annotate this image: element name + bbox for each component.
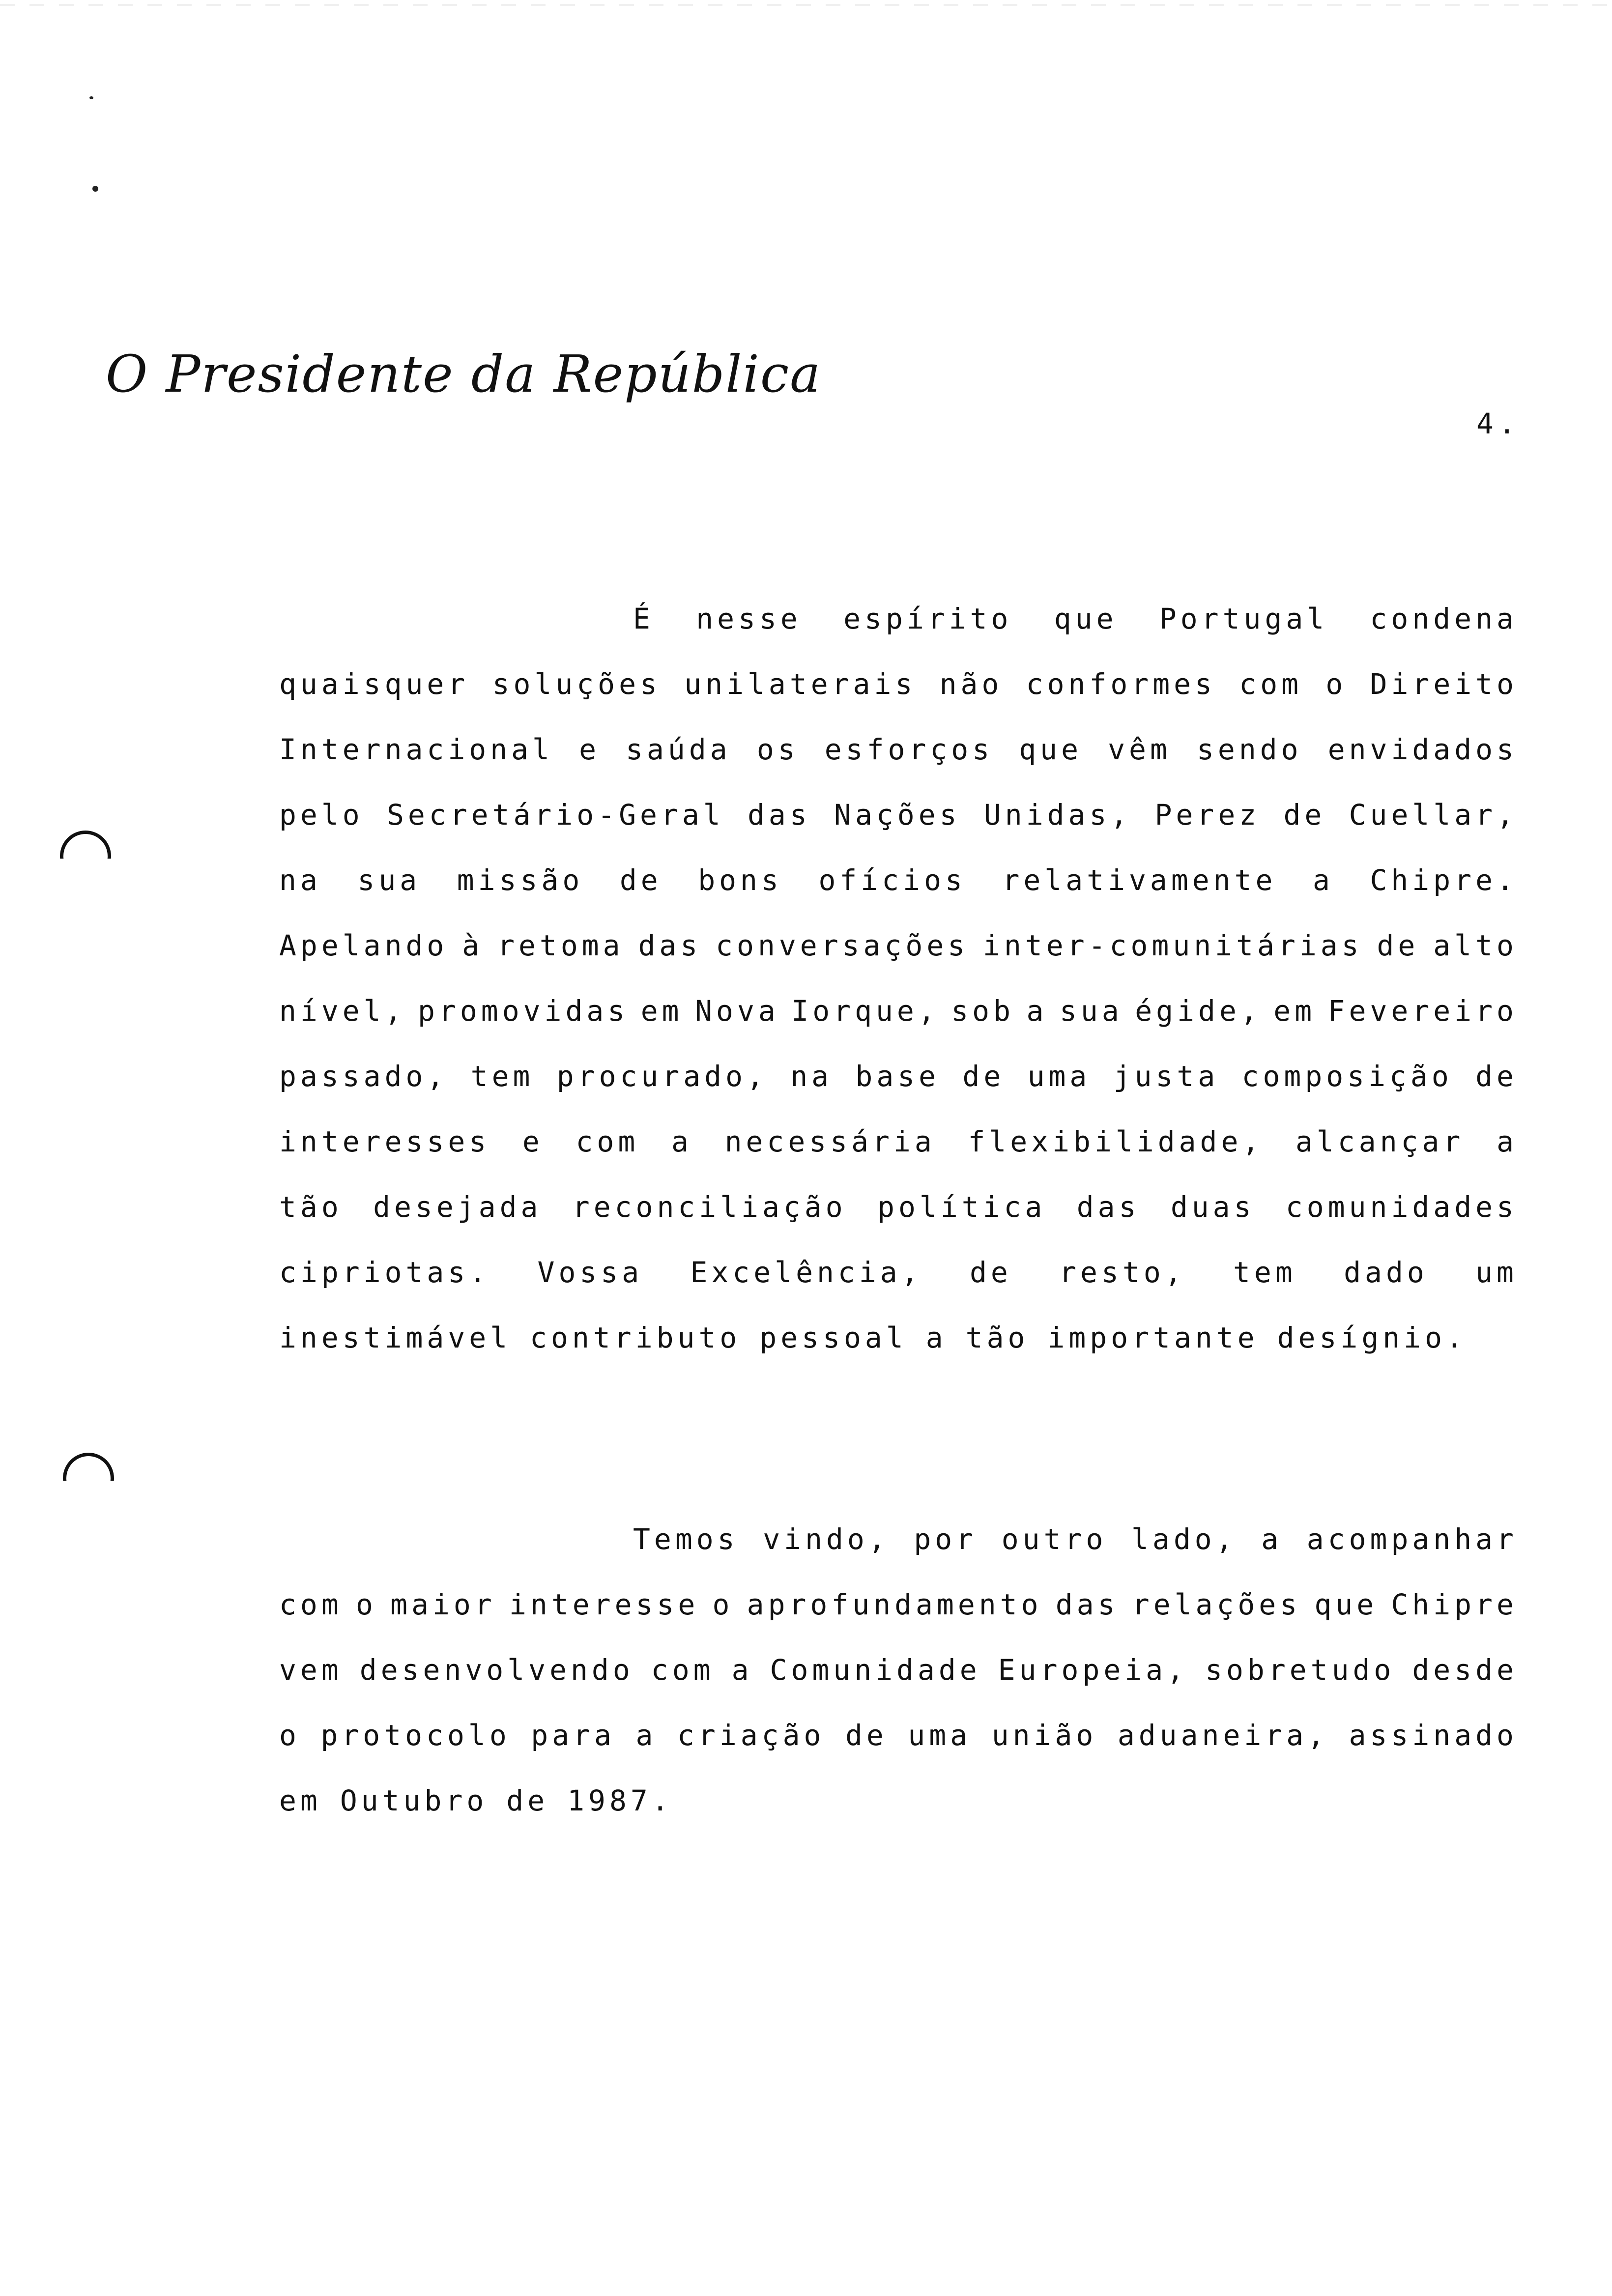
word: passado,: [279, 1060, 448, 1093]
word: uma: [908, 1719, 972, 1752]
word: união: [991, 1719, 1097, 1752]
word: em: [640, 994, 683, 1028]
word: a: [1261, 1522, 1283, 1556]
word: nível,: [279, 994, 406, 1028]
word: com: [576, 1125, 639, 1158]
word: relativamente: [1002, 863, 1277, 897]
word: importante: [1047, 1321, 1259, 1354]
page-number: 4.: [1476, 407, 1521, 440]
word: Fevereiro: [1327, 994, 1518, 1028]
text-line: [279, 1703, 1518, 1768]
word: de: [619, 863, 662, 897]
word: e: [579, 733, 600, 766]
word: Apelando: [279, 929, 448, 962]
word: retoma: [497, 929, 624, 962]
word: por: [914, 1522, 978, 1556]
word: Secretário-Geral: [386, 798, 724, 832]
word: das: [1055, 1588, 1119, 1621]
word: com: [1239, 667, 1303, 701]
word: Perez: [1154, 798, 1261, 832]
word: e: [522, 1125, 544, 1158]
text-line: [279, 652, 1518, 717]
word: sobretudo: [1205, 1653, 1395, 1687]
text-line: [279, 1305, 1518, 1371]
word: duas: [1170, 1190, 1255, 1224]
text-line: [279, 1572, 1518, 1637]
word: vindo,: [763, 1522, 890, 1556]
text-line: [279, 1637, 1518, 1703]
word: na: [790, 1060, 833, 1093]
word: Iorque,: [791, 994, 939, 1028]
word: que: [1314, 1588, 1378, 1621]
paragraph-1: [279, 586, 1518, 1371]
word: para: [531, 1719, 615, 1752]
word: Nova: [695, 994, 779, 1028]
word: outro: [1001, 1522, 1107, 1556]
word: saúda: [626, 733, 731, 766]
word: à: [462, 929, 484, 962]
word: de: [1283, 798, 1326, 832]
word: envidados: [1327, 733, 1518, 766]
letterhead-title: O Presidente da República: [106, 344, 822, 404]
text-line: [279, 1240, 1518, 1305]
word: de: [969, 1256, 1012, 1289]
word: Outubro: [340, 1784, 488, 1817]
word: a: [671, 1125, 692, 1158]
word: os: [756, 733, 799, 766]
word: Nações: [834, 798, 961, 832]
word: Unidas,: [983, 798, 1132, 832]
word: vêm: [1108, 733, 1171, 766]
word: promovidas: [418, 994, 629, 1028]
word: uma: [1027, 1060, 1091, 1093]
word: o: [712, 1588, 734, 1621]
word: sua: [1059, 994, 1123, 1028]
word: alcançar: [1295, 1125, 1465, 1158]
word: vem: [279, 1653, 343, 1687]
word: inter-comunitárias: [983, 929, 1363, 962]
word: tem: [1233, 1256, 1296, 1289]
word: desígnio.: [1277, 1321, 1467, 1354]
word: alto: [1433, 929, 1518, 962]
punch-hole-mark: [63, 1453, 114, 1504]
text-line: [279, 848, 1518, 913]
word: inestimável: [279, 1321, 512, 1354]
word: contributo: [530, 1321, 741, 1354]
word: reconciliação: [572, 1190, 847, 1224]
word: maior: [390, 1588, 496, 1621]
word: aprofundamento: [747, 1588, 1042, 1621]
word: justa: [1113, 1060, 1219, 1093]
word: assinado: [1349, 1719, 1518, 1752]
word: unilaterais: [684, 667, 917, 701]
word: condena: [1370, 602, 1518, 635]
word: de: [962, 1060, 1005, 1093]
word: na: [279, 863, 321, 897]
word: pessoal: [759, 1321, 907, 1354]
word: a: [1312, 863, 1334, 897]
word: Chipre: [1391, 1588, 1518, 1621]
paragraph-2: [279, 1507, 1518, 1834]
text-line: [279, 1175, 1518, 1240]
word: com: [279, 1588, 343, 1621]
word: necessária: [724, 1125, 936, 1158]
word: Direito: [1370, 667, 1518, 701]
word: aduaneira,: [1117, 1719, 1329, 1752]
text-line: [279, 1768, 1518, 1834]
word: a: [925, 1321, 947, 1354]
punch-hole-mark: [60, 831, 111, 882]
word: conversações: [716, 929, 969, 962]
scan-speck: [92, 186, 98, 192]
word: tão: [279, 1190, 343, 1224]
word: flexibilidade,: [968, 1125, 1264, 1158]
word: Comunidade: [770, 1653, 981, 1687]
word: cipriotas.: [279, 1256, 490, 1289]
word: sendo: [1196, 733, 1302, 766]
scan-speck: [89, 96, 93, 99]
word: a: [1497, 1125, 1518, 1158]
word: esforços: [824, 733, 994, 766]
word: sob: [951, 994, 1015, 1028]
word: relações: [1132, 1588, 1301, 1621]
word: a: [1026, 994, 1048, 1028]
text-line: [279, 1507, 1518, 1572]
word: desejada: [373, 1190, 542, 1224]
word: tão: [965, 1321, 1029, 1354]
word: de: [845, 1719, 888, 1752]
word: espírito: [843, 602, 1012, 635]
word: conformes: [1026, 667, 1216, 701]
word: desenvolvendo: [359, 1653, 634, 1687]
text-line: [279, 1109, 1518, 1175]
word: pelo: [279, 798, 364, 832]
word: égide,: [1135, 994, 1262, 1028]
word: bons: [698, 863, 782, 897]
word: das: [1076, 1190, 1140, 1224]
word: o: [356, 1588, 377, 1621]
word: lado,: [1131, 1522, 1237, 1556]
word: Portugal: [1159, 602, 1328, 635]
word: de: [1377, 929, 1419, 962]
text-line: [279, 782, 1518, 848]
scan-edge-artifact: [0, 4, 1612, 6]
word: resto,: [1059, 1256, 1186, 1289]
word: tem: [470, 1060, 534, 1093]
word: interesse: [509, 1588, 699, 1621]
word: nesse: [696, 602, 802, 635]
word: Cuellar,: [1349, 798, 1518, 832]
word: acompanhar: [1306, 1522, 1518, 1556]
word: protocolo: [320, 1719, 511, 1752]
word: Chipre.: [1370, 863, 1518, 897]
word: interesses: [279, 1125, 490, 1158]
word: Europeia,: [998, 1653, 1188, 1687]
word: criação: [677, 1719, 825, 1752]
word: de: [506, 1784, 549, 1817]
word: É: [633, 602, 654, 635]
word: missão: [457, 863, 584, 897]
word: 1987.: [567, 1784, 673, 1817]
word: com: [651, 1653, 715, 1687]
word: base: [855, 1060, 940, 1093]
word: que: [1054, 602, 1118, 635]
word: Temos: [633, 1522, 739, 1556]
word: o: [1325, 667, 1347, 701]
word: a: [731, 1653, 753, 1687]
word: procurado,: [556, 1060, 768, 1093]
word: Vossa: [537, 1256, 643, 1289]
word: Internacional: [279, 733, 553, 766]
word: em: [279, 1784, 321, 1817]
word: um: [1475, 1256, 1518, 1289]
text-line: [279, 978, 1518, 1044]
word: a: [635, 1719, 657, 1752]
word: política: [877, 1190, 1046, 1224]
word: em: [1273, 994, 1316, 1028]
word: sua: [357, 863, 421, 897]
word: de: [1475, 1060, 1518, 1093]
word: Excelência,: [690, 1256, 922, 1289]
word: das: [747, 798, 811, 832]
word: o: [279, 1719, 300, 1752]
word: composição: [1241, 1060, 1453, 1093]
word: desde: [1412, 1653, 1518, 1687]
word: soluções: [492, 667, 661, 701]
word: comunidades: [1285, 1190, 1518, 1224]
text-line: [279, 717, 1518, 782]
word: dado: [1344, 1256, 1428, 1289]
word: não: [939, 667, 1003, 701]
text-line: [279, 1044, 1518, 1109]
word: quaisquer: [279, 667, 469, 701]
word: das: [638, 929, 702, 962]
word: ofícios: [818, 863, 966, 897]
word: que: [1019, 733, 1082, 766]
text-line: [279, 586, 1518, 652]
text-line: [279, 913, 1518, 978]
